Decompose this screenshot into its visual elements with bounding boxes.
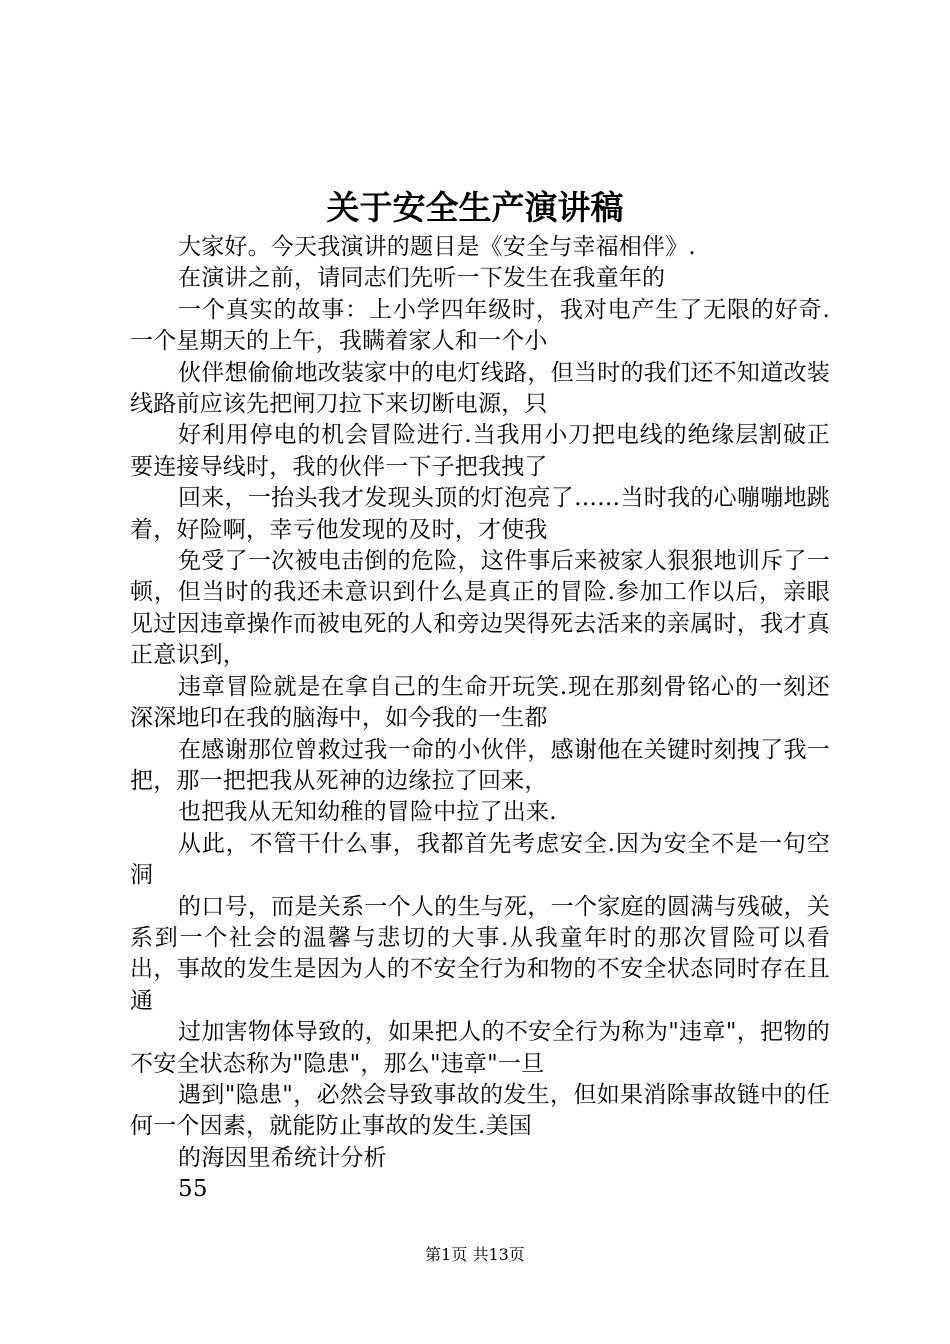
paragraph: 违章冒险就是在拿自己的生命开玩笑.现在那刻骨铭心的一刻还深深地印在我的脑海中，如今我的一生都 (130, 673, 830, 732)
paragraph: 伙伴想偷偷地改装家中的电灯线路，但当时的我们还不知道改装线路前应该先把闸刀拉下来切断电源，只 (130, 359, 830, 418)
paragraph: 的口号，而是关系一个人的生与死，一个家庭的圆满与残破，关系到一个社会的温馨与悲切的大事.从我童年时的那次冒险可以看出，事故的发生是因为人的不安全行为和物的不安全状态同时存在且通 (130, 893, 830, 1014)
page-footer: 第1页 共13页 (425, 1245, 525, 1264)
paragraph: 好利用停电的机会冒险进行.当我用小刀把电线的绝缘层割破正要连接导线时，我的伙伴一下子把我拽了 (130, 422, 830, 480)
paragraph: 免受了一次被电击倒的危险，这件事后来被家人狠狠地训斥了一顿，但当时的我还未意识到什么是真正的冒险.参加工作以后，亲眼见过因违章操作而被电死的人和旁边哭得死去活来的亲属时，我才真正意识到， (130, 548, 830, 669)
paragraph: 在演讲之前，请同志们先听一下发生在我童年的 (178, 265, 666, 292)
paragraph: 回来，一抬头我才发现头顶的灯泡亮了……当时我的心嘣嘣地跳着，好险啊，幸亏他发现的及时，才使我 (130, 485, 830, 543)
paragraph: 从此，不管干什么事，我都首先考虑安全.因为安全不是一句空洞 (130, 830, 830, 889)
paragraph: 55 (178, 1176, 208, 1203)
paragraph: 一个真实的故事：上小学四年级时，我对电产生了无限的好奇.一个星期天的上午，我瞒着家人和一个小 (130, 296, 830, 355)
paragraph: 在感谢那位曾救过我一命的小伙伴，感谢他在关键时刻拽了我一把，那一把把我从死神的边缘拉了回来， (130, 736, 830, 794)
paragraph: 遇到"隐患"，必然会导致事故的发生，但如果消除事故链中的任何一个因素，就能防止事故的发生.美国 (130, 1081, 830, 1140)
paragraph: 过加害物体导致的，如果把人的不安全行为称为"违章"，把物的不安全状态称为"隐患"，那么"违章"一旦 (130, 1019, 830, 1077)
paragraph: 的海因里希统计分析 (178, 1144, 387, 1171)
paragraph: 也把我从无知幼稚的冒险中拉了出来. (178, 799, 557, 826)
paragraph: 大家好。今天我演讲的题目是《安全与幸福相伴》. (178, 234, 696, 260)
document-title: 关于安全生产演讲稿 (326, 188, 624, 227)
document-body (130, 232, 830, 1206)
